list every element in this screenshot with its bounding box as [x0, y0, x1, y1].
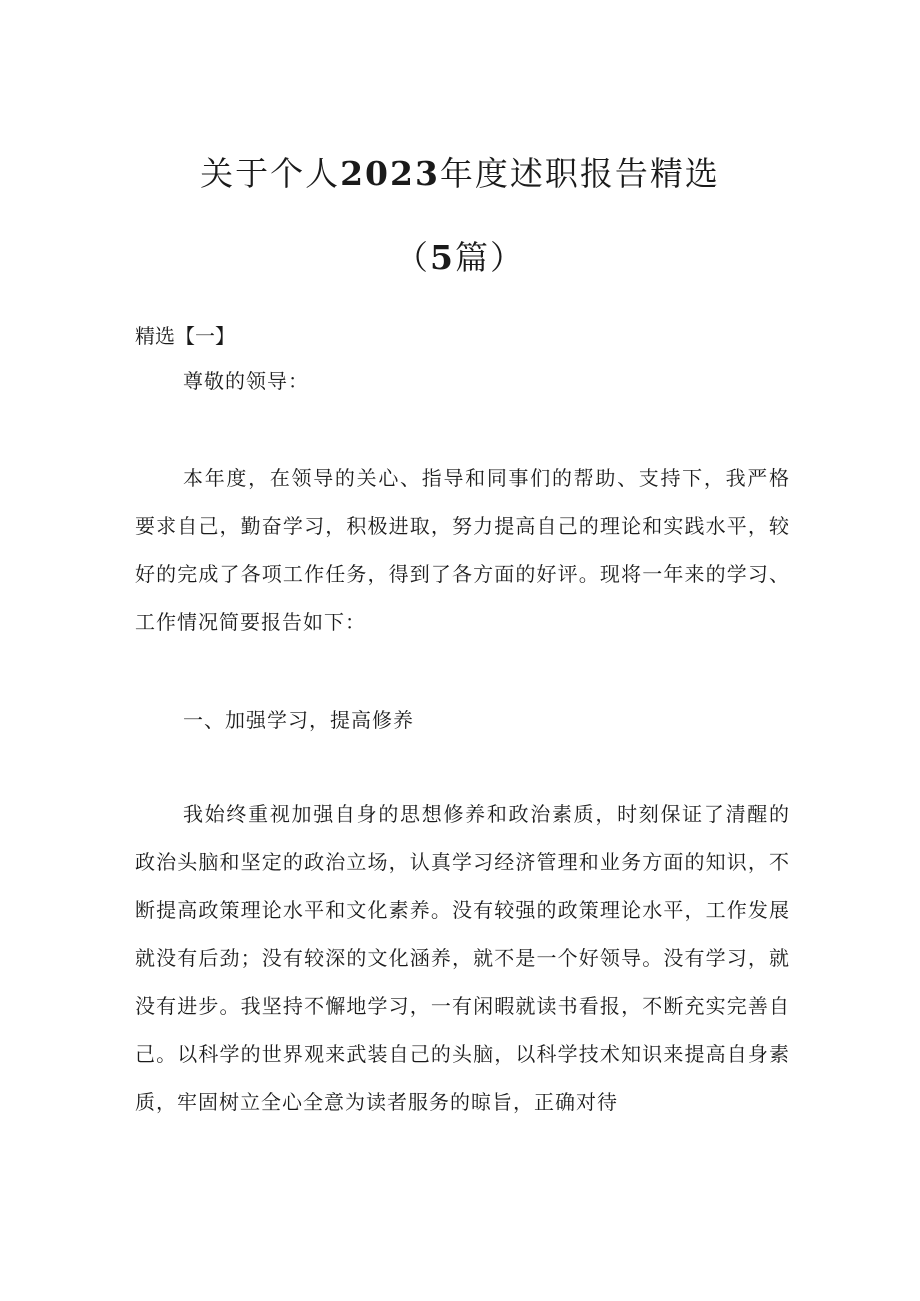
title-prefix: 关于个人	[200, 154, 341, 193]
section-label: 精选【一】	[135, 324, 235, 348]
subtitle-count: 5	[430, 238, 455, 277]
title-year: 2023	[340, 154, 440, 193]
paragraph-intro: 本年度，在领导的关心、指导和同事们的帮助、支持下，我严格要求自己，勤奋学习，积极进取，努力提高自己的理论和实践水平，较好的完成了各项工作任务，得到了各方面的好评。现将一年来的学习、工作情况简要报告如下：	[135, 466, 790, 634]
document-subtitle	[0, 232, 920, 279]
subtitle-rest: 篇）	[454, 238, 525, 277]
salutation: 尊敬的领导：	[183, 369, 309, 393]
title-suffix: 年度述职报告精选	[439, 154, 720, 193]
document-title	[0, 148, 920, 195]
subtitle-open: （	[395, 238, 431, 277]
section-heading: 一、加强学习，提高修养	[183, 708, 414, 732]
paragraph-body: 我始终重视加强自身的思想修养和政治素质，时刻保证了清醒的政治头脑和坚定的政治立场，认真学习经济管理和业务方面的知识，不断提高政策理论水平和文化素养。没有较强的政策理论水平，工作发展就没有后劲；没有较深的文化涵养，就不是一个好领导。没有学习，就没有进步。我坚持不懈地学习，一有闲暇就读书看报，不断充实完善自己。以科学的世界观来武装自己的头脑，以科学技术知识来提高自身素质，牢固树立全心全意为读者服务的晾旨，正确对待	[135, 802, 790, 1114]
